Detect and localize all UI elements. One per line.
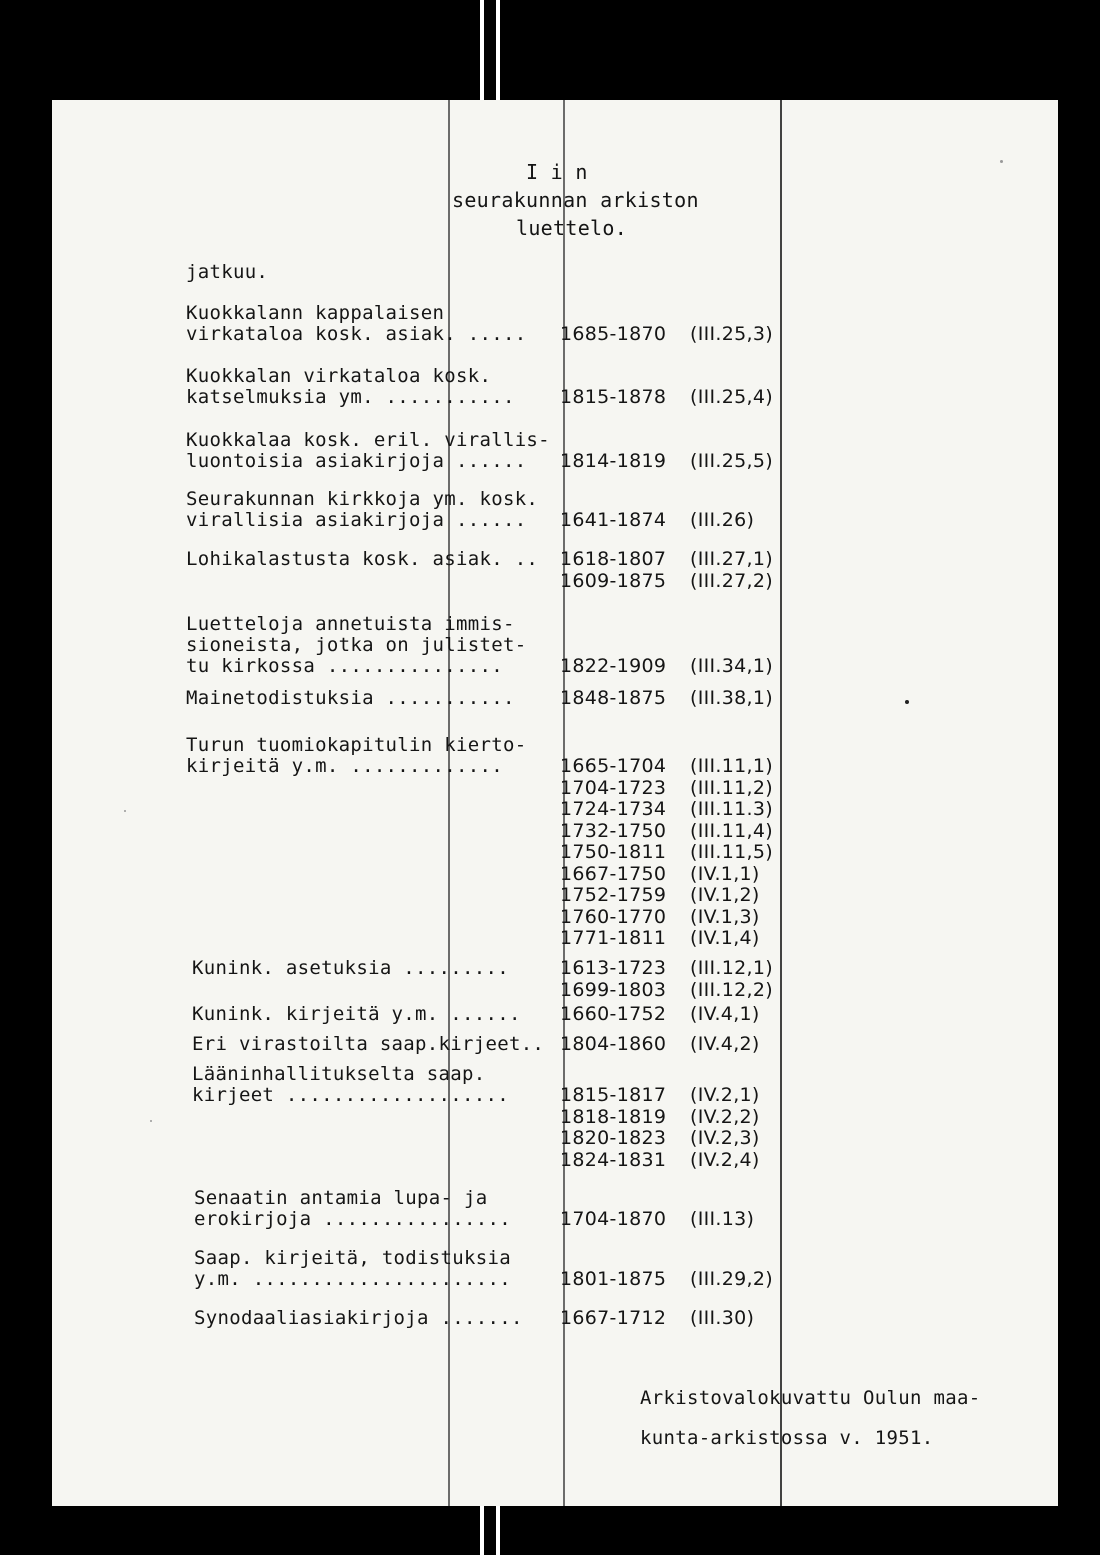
entry-shelf-reference: (III.30): [690, 1307, 755, 1329]
entry-shelf-reference: (III.25,4): [690, 386, 773, 408]
entry-description: tu kirkossa ...............: [186, 655, 503, 677]
entry-description: Saap. kirjeitä, todistuksia: [194, 1247, 511, 1269]
entry-shelf-reference: (III.34,1): [690, 655, 773, 677]
entry-description: sioneista, jotka on julistet-: [186, 634, 527, 656]
entry-description: y.m. ......................: [194, 1268, 511, 1290]
entry-description: Kunink. asetuksia .........: [192, 957, 509, 979]
entry-shelf-reference: (III.38,1): [690, 687, 773, 709]
entry-shelf-reference: (IV.2,1): [690, 1084, 760, 1106]
entry-date-range: 1699-1803: [560, 978, 667, 1001]
entry-shelf-reference: (III.11,1): [690, 755, 773, 777]
entry-shelf-reference: (III.27,2): [690, 569, 773, 592]
entry-shelf-reference: (IV.4,2): [690, 1033, 760, 1055]
entry-date-range: 1667-1712: [560, 1307, 667, 1329]
entry-shelf-reference: (III.11,5): [690, 841, 773, 863]
entry-shelf-reference: (IV.2,2): [690, 1105, 760, 1128]
entry-date-range: 1771-1811: [560, 927, 667, 949]
entry-description: Senaatin antamia lupa- ja: [194, 1187, 488, 1209]
entry-date-range: 1822-1909: [560, 655, 667, 677]
entry-shelf-reference: (IV.1,2): [690, 884, 760, 906]
entry-date-range: 1609-1875: [560, 569, 667, 592]
entry-description: luontoisia asiakirjoja ......: [186, 450, 527, 472]
entry-shelf-reference: (III.27,1): [690, 548, 773, 570]
entry-shelf-reference: (IV.2,3): [690, 1127, 760, 1149]
entry-date-range: 1667-1750: [560, 862, 667, 885]
entry-date-range: 1704-1723: [560, 776, 667, 799]
document-subtitle: seurakunnan arkiston: [452, 188, 699, 212]
scan-line: [448, 100, 450, 1506]
entry-date-range: 1618-1807: [560, 548, 667, 570]
entry-description: erokirjoja ................: [194, 1208, 511, 1230]
entry-shelf-reference: (III.26): [690, 509, 755, 531]
entry-date-range: 1801-1875: [560, 1268, 667, 1290]
entry-description: Kuokkalan virkataloa kosk.: [186, 365, 492, 387]
entry-shelf-reference: (III.29,2): [690, 1268, 773, 1290]
entry-description: kirjeet ...................: [192, 1084, 509, 1106]
entry-description: Mainetodistuksia ...........: [186, 687, 515, 709]
entry-shelf-reference: (III.12,2): [690, 978, 773, 1001]
entry-date-range: 1732-1750: [560, 819, 667, 842]
entry-date-range: 1815-1878: [560, 386, 667, 408]
entry-description: Eri virastoilta saap.kirjeet..: [192, 1033, 545, 1055]
entry-description: virallisia asiakirjoja ......: [186, 509, 527, 531]
entry-description: Kuokkalann kappalaisen: [186, 302, 445, 324]
entry-shelf-reference: (III.11,2): [690, 776, 773, 799]
entry-description: Luetteloja annetuista immis-: [186, 613, 515, 635]
entry-date-range: 1804-1860: [560, 1033, 667, 1055]
entry-description: Kuokkalaa kosk. eril. virallis-: [186, 429, 550, 451]
entry-date-range: 1613-1723: [560, 957, 667, 979]
scan-line: [780, 100, 782, 1506]
entry-date-range: 1641-1874: [560, 509, 667, 531]
binding-edge-bottom: [470, 1506, 510, 1555]
continued-label: jatkuu.: [186, 261, 269, 283]
entry-shelf-reference: (III.25,3): [690, 323, 773, 345]
entry-date-range: 1704-1870: [560, 1208, 667, 1230]
document-title: I i n: [526, 160, 588, 184]
entry-date-range: 1815-1817: [560, 1084, 667, 1106]
entry-description: Turun tuomiokapitulin kierto-: [186, 734, 527, 756]
entry-date-range: 1752-1759: [560, 884, 667, 906]
entry-date-range: 1660-1752: [560, 1003, 667, 1025]
entry-description: katselmuksia ym. ...........: [186, 386, 515, 408]
entry-date-range: 1848-1875: [560, 687, 667, 709]
entry-shelf-reference: (III.25,5): [690, 450, 773, 472]
document-subtitle: luettelo.: [516, 216, 628, 240]
entry-date-range: 1824-1831: [560, 1148, 667, 1171]
entry-shelf-reference: (III.11,4): [690, 819, 773, 842]
binding-edge-top: [470, 0, 510, 100]
entry-shelf-reference: (III.11.3): [690, 798, 773, 820]
archive-note: Arkistovalokuvattu Oulun maa-: [640, 1387, 981, 1409]
entry-description: Synodaaliasiakirjoja .......: [194, 1307, 523, 1329]
entry-description: Lääninhallitukselta saap.: [192, 1063, 486, 1085]
entry-date-range: 1820-1823: [560, 1127, 667, 1149]
entry-description: Seurakunnan kirkkoja ym. kosk.: [186, 488, 539, 510]
entry-shelf-reference: (III.13): [690, 1208, 755, 1230]
entry-shelf-reference: (III.12,1): [690, 957, 773, 979]
entry-description: virkataloa kosk. asiak. .....: [186, 323, 527, 345]
entry-description: Kunink. kirjeitä y.m. ......: [192, 1003, 521, 1025]
entry-description: Lohikalastusta kosk. asiak. ..: [186, 548, 539, 570]
entry-date-range: 1665-1704: [560, 755, 667, 777]
entry-shelf-reference: (IV.4,1): [690, 1003, 760, 1025]
entry-shelf-reference: (IV.2,4): [690, 1148, 760, 1171]
entry-date-range: 1724-1734: [560, 798, 667, 820]
entry-date-range: 1750-1811: [560, 841, 667, 863]
entry-date-range: 1814-1819: [560, 450, 667, 472]
entry-date-range: 1760-1770: [560, 905, 667, 928]
entry-date-range: 1685-1870: [560, 323, 667, 345]
entry-shelf-reference: (IV.1,4): [690, 927, 760, 949]
archive-note: kunta-arkistossa v. 1951.: [640, 1427, 934, 1449]
entry-date-range: 1818-1819: [560, 1105, 667, 1128]
entry-shelf-reference: (IV.1,1): [690, 862, 760, 885]
entry-description: kirjeitä y.m. .............: [186, 755, 503, 777]
entry-shelf-reference: (IV.1,3): [690, 905, 760, 928]
